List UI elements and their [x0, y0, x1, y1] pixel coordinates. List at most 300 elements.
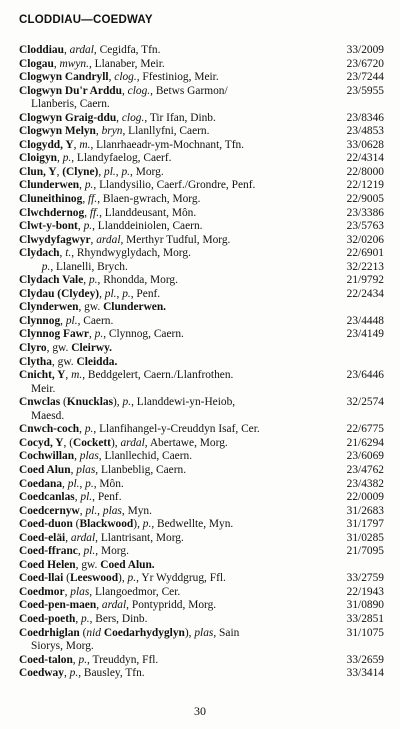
entry-detail: ,: [79, 477, 86, 490]
entry-detail: ,: [116, 287, 123, 300]
entry-text: [19, 613, 329, 627]
category-abbrev: pl.: [104, 287, 117, 300]
category-abbrev: p.: [94, 328, 104, 341]
entry-detail: ),: [110, 436, 121, 449]
entry-detail: , Myn.: [121, 504, 152, 517]
place-name: Clogwyn Melyn: [19, 125, 96, 138]
category-abbrev: t.: [65, 247, 72, 260]
category-abbrev: ardal: [69, 44, 94, 56]
entry-line: [19, 342, 329, 356]
gazetteer-entry: [19, 274, 384, 288]
place-name: Clwt-y-bont: [19, 220, 78, 233]
place-name: Blackwood: [79, 518, 134, 531]
place-name: Cleirwy.: [71, 342, 113, 355]
entry-detail: ,: [79, 179, 85, 192]
place-name: Clogwyn Du'r Arddu: [19, 84, 122, 97]
entry-text: [19, 139, 329, 153]
entry-detail: , Morg.: [95, 545, 129, 558]
gazetteer-entry: [19, 505, 384, 519]
entry-detail: , Penf.: [130, 287, 161, 300]
gazetteer-entry: [19, 315, 384, 329]
entry-text: [19, 152, 329, 166]
grid-reference: 22/2434: [346, 287, 384, 300]
gazetteer-entries: [19, 44, 384, 681]
place-name: Coed-poeth: [19, 612, 76, 625]
category-abbrev: p.: [84, 423, 94, 436]
place-name: Clwydyfagwyr: [19, 233, 91, 246]
gazetteer-entry: [19, 464, 384, 478]
category-abbrev: p.: [84, 179, 94, 192]
entry-detail: ,: [115, 165, 122, 178]
gazetteer-entry: [19, 71, 384, 85]
grid-reference: 21/6294: [346, 436, 384, 449]
category-abbrev: clog.: [127, 84, 151, 97]
entry-detail: ,: [77, 220, 84, 233]
entry-line: [19, 356, 329, 370]
grid-reference: [329, 356, 384, 370]
category-abbrev: pl.: [80, 491, 93, 504]
place-name: Clun, Y: [19, 165, 57, 178]
entry-detail: ,: [83, 274, 89, 287]
entry-detail: ,: [108, 71, 115, 84]
grid-reference: 23/4853: [346, 125, 384, 138]
entry-detail: , Llanddeusant, Môn.: [99, 206, 197, 219]
place-name: Clogwyn Graig-ddu: [19, 111, 117, 124]
entry-detail: (: [72, 518, 80, 531]
entry-detail: ,: [97, 504, 103, 517]
entry-detail: , gw.: [78, 301, 104, 314]
entry-detail: , Llantrisant, Morg.: [95, 531, 184, 544]
gazetteer-entry: [19, 207, 384, 221]
grid-reference: [329, 342, 384, 356]
grid-reference: 23/7244: [346, 71, 384, 84]
category-abbrev: pl.: [67, 477, 80, 490]
place-name: Clogau: [19, 57, 54, 70]
place-name: Cleidda.: [76, 355, 118, 368]
gazetteer-entry: [19, 572, 384, 586]
entry-detail: , Llanllechid, Caern.: [98, 450, 193, 463]
entry-detail: ,: [72, 653, 79, 666]
category-abbrev: p.: [121, 165, 131, 178]
entry-line: [19, 369, 329, 383]
entry-text: [19, 478, 329, 492]
category-abbrev: m.: [79, 138, 91, 151]
grid-reference: [329, 301, 384, 315]
entry-detail: , Pontypridd, Morg.: [126, 599, 217, 612]
entry-detail: , Llanddewi-yn-Heiob,: [131, 396, 236, 409]
grid-reference: 23/4149: [346, 328, 384, 341]
category-abbrev: pl.: [83, 545, 96, 558]
gazetteer-entry: [19, 559, 384, 573]
entry-text: [19, 342, 329, 356]
entry-line: [19, 572, 329, 586]
gazetteer-entry: [19, 342, 384, 356]
category-abbrev: ardal: [101, 599, 127, 612]
gazetteer-entry: [19, 478, 384, 492]
grid-reference: 33/2009: [346, 44, 384, 56]
grid-reference: 33/2851: [346, 612, 384, 625]
entry-line: [19, 586, 329, 600]
grid-reference: 33/3414: [346, 667, 384, 680]
entry-detail: , Bers, Dinb.: [89, 612, 148, 625]
category-abbrev: plas: [102, 504, 122, 517]
grid-reference: 31/0890: [346, 599, 384, 612]
entry-detail: ,: [88, 328, 95, 341]
place-name: Clynnog Fawr: [19, 328, 89, 341]
entry-detail: , Treuddyn, Ffl.: [87, 653, 159, 666]
entry-text: [19, 356, 329, 370]
grid-reference: 23/4382: [346, 477, 384, 490]
entry-text: [19, 125, 329, 139]
gazetteer-entry: [19, 85, 384, 112]
place-name: Cnwclas: [19, 396, 61, 409]
entry-detail: (: [63, 572, 70, 585]
entry-detail: , Bausley, Tfn.: [78, 667, 145, 680]
entry-detail: , Llandysilio, Caerf./Grondre, Penf.: [93, 179, 256, 192]
entry-line: [19, 261, 329, 275]
grid-reference: [329, 559, 384, 573]
entry-line: [19, 437, 329, 451]
place-name: Coed-ffranc: [19, 545, 78, 558]
entry-line: [19, 220, 329, 234]
entry-detail: ,: [63, 667, 70, 680]
grid-reference: 22/8000: [346, 165, 384, 178]
gazetteer-entry: [19, 301, 384, 315]
entry-line: [19, 328, 329, 342]
entry-line: [19, 207, 329, 221]
place-name: Clynnog: [19, 314, 61, 327]
place-name: Cockett: [73, 436, 111, 449]
entry-text: [19, 396, 329, 423]
entry-detail: ,: [82, 193, 89, 206]
place-name: Clydau (Clydey): [19, 287, 100, 300]
entry-detail: , Sain: [213, 626, 240, 639]
entry-line: [19, 166, 329, 180]
gazetteer-entry: [19, 288, 384, 302]
gazetteer-entry: [19, 44, 384, 58]
category-abbrev: m.: [71, 369, 83, 382]
grid-reference: 23/3386: [346, 206, 384, 219]
grid-reference: 23/5955: [346, 84, 384, 97]
place-name: Coed-talon: [19, 653, 73, 666]
entry-detail: ,: [75, 612, 82, 625]
category-abbrev: p.: [69, 667, 79, 680]
gazetteer-entry: [19, 491, 384, 505]
entry-text: [19, 532, 329, 546]
category-abbrev: ff.: [89, 206, 100, 219]
gazetteer-entry: [19, 396, 384, 423]
category-abbrev: ardal: [120, 436, 145, 449]
gazetteer-entry: [19, 667, 384, 681]
entry-line: [19, 247, 329, 261]
entry-line: [19, 423, 329, 437]
gazetteer-entry: [19, 328, 384, 342]
place-name: Coedcanlas: [19, 491, 75, 504]
entry-detail: , Ffestiniog, Meir.: [136, 71, 219, 84]
entry-text: [19, 166, 329, 180]
gazetteer-entry: [19, 369, 384, 396]
place-name: Coed Helen: [19, 558, 76, 571]
grid-reference: 32/0206: [346, 233, 384, 246]
entry-detail: ,: [64, 585, 71, 598]
entry-text: [19, 288, 329, 302]
place-name: Coedway: [19, 667, 64, 680]
gazetteer-entry: [19, 125, 384, 139]
entry-detail: ,: [60, 314, 66, 327]
gazetteer-entry: [19, 518, 384, 532]
grid-reference: 31/0285: [346, 531, 384, 544]
entry-detail: ,: [90, 233, 97, 246]
entry-detail: ,: [95, 125, 102, 138]
entry-line: [19, 491, 329, 505]
entry-detail: , Llanaber, Meir.: [88, 57, 165, 70]
grid-reference: 33/2659: [346, 653, 384, 666]
grid-reference: 23/6069: [346, 450, 384, 463]
entry-detail: , Rhyndwyglydach, Morg.: [71, 247, 191, 260]
gazetteer-entry: [19, 247, 384, 261]
entry-detail: Meir.: [31, 382, 56, 395]
place-name: Clwchdernog: [19, 206, 85, 219]
grid-reference: 32/2574: [346, 396, 384, 409]
entry-detail: ,: [56, 152, 63, 165]
entry-continuation-line: [19, 383, 329, 397]
category-abbrev: pl.: [85, 504, 98, 517]
entry-text: [19, 58, 329, 72]
entry-detail: ,: [65, 531, 71, 544]
gazetteer-entry: [19, 179, 384, 193]
grid-reference: 23/6446: [346, 369, 384, 382]
place-name: Cluneithinog: [19, 193, 83, 206]
entry-detail: ,: [73, 138, 80, 151]
category-abbrev: p.: [81, 612, 90, 625]
entry-line: [19, 288, 329, 302]
entry-detail: ,: [74, 491, 81, 504]
entry-line: [19, 532, 329, 546]
place-name: Coedana: [19, 477, 63, 490]
place-name: Clydach Vale: [19, 274, 84, 287]
entry-line: [19, 627, 329, 641]
category-abbrev: ardal: [70, 531, 96, 544]
grid-reference: 33/2759: [346, 572, 384, 585]
category-abbrev: p.: [83, 220, 93, 233]
place-name: Clytha: [19, 355, 52, 368]
category-abbrev: p.: [78, 653, 88, 666]
entry-detail: , Môn.: [93, 477, 124, 490]
entry-detail: , Llandyfaelog, Caerf.: [71, 152, 172, 165]
entry-line: [19, 125, 329, 139]
entry-text: [19, 369, 329, 396]
category-abbrev: p.: [41, 260, 51, 273]
entry-detail: ,: [121, 84, 128, 97]
grid-reference: 23/5763: [346, 220, 384, 233]
entry-line: [19, 505, 329, 519]
entry-detail: ),: [133, 518, 143, 531]
entry-detail: ,: [53, 57, 60, 70]
entry-detail: ,: [77, 545, 84, 558]
grid-reference: 32/2213: [346, 260, 384, 273]
entry-line: [19, 599, 329, 613]
entry-detail: ,: [98, 165, 105, 178]
entry-line: [19, 44, 329, 58]
entry-text: [19, 586, 329, 600]
gazetteer-entry: [19, 586, 384, 600]
entry-detail: , Tir Ifan, Dinb.: [144, 111, 216, 124]
place-name: Coed-pen-maen: [19, 599, 97, 612]
grid-reference: 22/1219: [346, 179, 384, 192]
entry-text: [19, 274, 329, 288]
entry-text: [19, 71, 329, 85]
entry-text: [19, 627, 329, 654]
entry-detail: Llanberis, Caern.: [31, 98, 110, 111]
entry-text: [19, 179, 329, 193]
entry-line: [19, 654, 329, 668]
entry-text: [19, 545, 329, 559]
entry-detail: , Betws Garmon/: [150, 84, 228, 97]
grid-reference: 22/0009: [346, 491, 384, 504]
entry-detail: , Yr Wyddgrug, Ffl.: [136, 572, 226, 585]
category-abbrev: p.: [127, 572, 137, 585]
entry-line: [19, 193, 329, 207]
gazetteer-entry: [19, 139, 384, 153]
entry-detail: ,: [79, 504, 86, 517]
entry-detail: ,: [70, 463, 77, 476]
category-abbrev: p.: [122, 396, 132, 409]
entry-text: [19, 654, 329, 668]
entry-detail: , gw.: [75, 558, 101, 571]
entry-text: [19, 207, 329, 221]
grid-reference: 31/2683: [346, 504, 384, 517]
entry-line: [19, 112, 329, 126]
place-name: Knucklas: [66, 396, 114, 409]
place-name: Coedcernyw: [19, 504, 80, 517]
entry-line: [19, 667, 329, 681]
grid-reference: 31/1075: [346, 626, 384, 639]
place-name: Cloddiau: [19, 44, 64, 56]
place-name: Coed Alun: [19, 463, 71, 476]
entry-detail: (: [79, 626, 87, 639]
entry-detail: , Rhondda, Morg.: [97, 274, 178, 287]
entry-detail: ,: [116, 111, 122, 124]
entry-line: [19, 234, 329, 248]
entry-text: [19, 44, 329, 58]
place-name: Cocyd, Y: [19, 436, 64, 449]
entry-text: [19, 599, 329, 613]
entry-detail: , gw.: [46, 342, 72, 355]
gazetteer-entry: [19, 193, 384, 207]
category-abbrev: plas: [194, 626, 214, 639]
place-name: Clunderwen: [19, 179, 80, 192]
entry-text: [19, 315, 329, 329]
entry-detail: ,: [62, 477, 68, 490]
entry-detail: [19, 261, 42, 273]
category-abbrev: ardal: [96, 233, 121, 246]
grid-reference: 22/9005: [346, 193, 384, 206]
entry-detail: , Clynnog, Caern.: [103, 328, 184, 341]
entry-detail: ),: [184, 626, 195, 639]
gazetteer-entry: [19, 220, 384, 234]
category-abbrev: p.: [142, 518, 152, 531]
entry-detail: , Llangoedmor, Cer.: [89, 585, 181, 598]
category-abbrev: plas: [70, 585, 90, 598]
gazetteer-entry: [19, 627, 384, 654]
entry-detail: , gw.: [51, 355, 77, 368]
entry-continuation-line: [19, 640, 329, 654]
place-name: Clydach: [19, 247, 60, 260]
place-name: (Clyne): [62, 165, 99, 178]
grid-reference: 23/8346: [346, 111, 384, 124]
entry-detail: ,: [59, 247, 66, 260]
entry-detail: , Beddgelert, Caern./Llanfrothen.: [82, 369, 234, 382]
grid-reference: 22/4314: [346, 152, 384, 165]
entry-text: [19, 220, 329, 234]
grid-reference: 22/6901: [346, 247, 384, 260]
entry-detail: , Llanllyfni, Caern.: [122, 125, 210, 138]
place-name: Coedmor: [19, 585, 65, 598]
entry-detail: (: [60, 396, 67, 409]
place-name: Coed Alun.: [100, 558, 155, 571]
entry-text: [19, 85, 329, 112]
entry-detail: , Llanelli, Brych.: [50, 260, 128, 273]
entry-detail: ,: [96, 599, 102, 612]
entry-detail: , Llanbeblig, Caern.: [95, 463, 187, 476]
entry-line: [19, 464, 329, 478]
entry-text: [19, 667, 329, 681]
entry-detail: ,: [74, 450, 80, 463]
entry-text: [19, 234, 329, 248]
entry-detail: , Caern.: [77, 314, 114, 327]
place-name: Cnicht, Y: [19, 369, 66, 382]
gazetteer-entry: [19, 532, 384, 546]
grid-reference: 23/4762: [346, 463, 384, 476]
entry-detail: , Llanddeiniolen, Caern.: [92, 220, 203, 233]
entry-detail: , Blaen-gwrach, Morg.: [97, 193, 201, 206]
entry-continuation-line: [19, 98, 329, 112]
category-abbrev: pl.: [104, 165, 116, 178]
grid-reference: 23/4448: [346, 314, 384, 327]
place-name: Clogwyn Candryll: [19, 71, 109, 84]
entry-line: [19, 396, 329, 410]
grid-reference: 31/1797: [346, 518, 384, 531]
entry-detail: Maesd.: [31, 409, 65, 422]
category-abbrev: ff.: [88, 193, 98, 206]
entry-line: [19, 179, 329, 193]
gazetteer-entry: [19, 654, 384, 668]
category-abbrev: p.: [62, 152, 72, 165]
entry-detail: ,: [79, 423, 85, 436]
category-abbrev: plas: [79, 450, 99, 463]
entry-line: [19, 274, 329, 288]
entry-line: [19, 315, 329, 329]
grid-reference: 23/6720: [346, 57, 384, 70]
place-name: Coed-eläi: [19, 531, 66, 544]
entry-detail: ),: [118, 572, 128, 585]
place-name: Cochwillan: [19, 450, 75, 463]
grid-reference: 33/0628: [346, 138, 384, 151]
gazetteer-entry: [19, 613, 384, 627]
entry-detail: Siorys, Morg.: [31, 640, 94, 653]
entry-detail: , Bedwellte, Myn.: [151, 518, 234, 531]
entry-line: [19, 152, 329, 166]
entry-detail: , Llanfihangel-y-Creuddyn Isaf, Cer.: [93, 423, 260, 436]
gazetteer-entry: [19, 58, 384, 72]
entry-text: [19, 450, 329, 464]
entry-text: [19, 518, 329, 532]
entry-text: [19, 328, 329, 342]
category-abbrev: p.: [122, 287, 131, 300]
entry-text: [19, 437, 329, 451]
gazetteer-entry: [19, 261, 384, 275]
place-name: Clynderwen: [19, 301, 79, 314]
